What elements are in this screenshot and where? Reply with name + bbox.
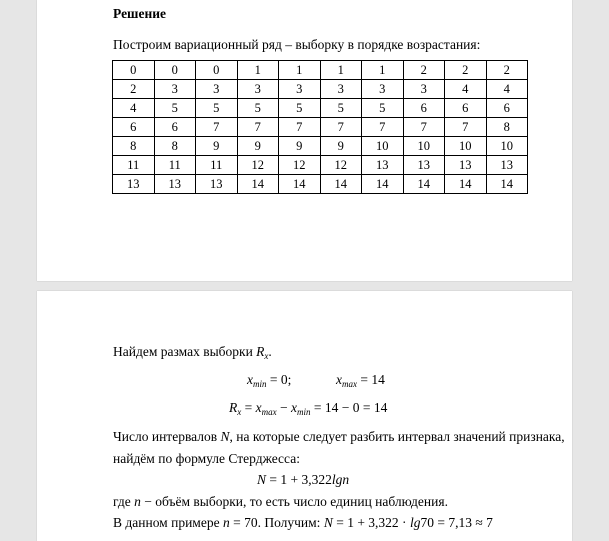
example-line: В данном примере n = 70. Получим: N = 1 + 3,322 · lg70 = 7,13 ≈ 7	[113, 515, 493, 530]
table-cell: 11	[196, 156, 238, 175]
table-row	[113, 80, 528, 99]
table-cell: 6	[445, 99, 487, 118]
variation-series-table	[112, 60, 528, 194]
table-row	[113, 61, 528, 80]
table-cell: 5	[320, 99, 362, 118]
table-cell: 3	[320, 80, 362, 99]
table-cell: 14	[320, 175, 362, 194]
table-cell: 7	[362, 118, 404, 137]
table-cell: 5	[154, 99, 196, 118]
table-cell: 3	[237, 80, 279, 99]
table-cell: 12	[320, 156, 362, 175]
table-cell: 1	[320, 61, 362, 80]
table-cell: 5	[196, 99, 238, 118]
table-cell: 10	[403, 137, 445, 156]
xmin-value: = 0;	[269, 372, 292, 387]
table-cell: 3	[362, 80, 404, 99]
table-cell: 9	[196, 137, 238, 156]
table-cell: 10	[486, 137, 528, 156]
xmax-value: = 14	[360, 372, 385, 387]
table-row	[113, 175, 528, 194]
table-cell: 7	[445, 118, 487, 137]
table-cell: 9	[237, 137, 279, 156]
sturges-formula: N = 1 + 3,322lgn	[257, 472, 350, 487]
table-cell: 5	[279, 99, 321, 118]
table-cell: 7	[403, 118, 445, 137]
range-intro-end: .	[268, 344, 272, 359]
range-subscript: x	[264, 351, 269, 361]
table-cell: 6	[113, 118, 155, 137]
table-cell: 13	[403, 156, 445, 175]
table-cell: 13	[154, 175, 196, 194]
table-cell: 4	[445, 80, 487, 99]
table-cell: 12	[279, 156, 321, 175]
table-cell: 2	[113, 80, 155, 99]
table-cell: 6	[154, 118, 196, 137]
table-cell: 1	[362, 61, 404, 80]
table-cell: 13	[362, 156, 404, 175]
intervals-line-2: найдём по формуле Стерджесса:	[113, 451, 300, 466]
table-cell: 11	[154, 156, 196, 175]
document-page-1	[37, 0, 572, 281]
intro-text: Построим вариационный ряд – выборку в порядке возрастания:	[113, 37, 481, 52]
table-cell: 1	[279, 61, 321, 80]
section-heading: Решение	[113, 6, 166, 21]
table-cell: 14	[237, 175, 279, 194]
table-cell: 6	[486, 99, 528, 118]
table-cell: 13	[486, 156, 528, 175]
table-cell: 0	[154, 61, 196, 80]
table-cell: 8	[486, 118, 528, 137]
table-row	[113, 118, 528, 137]
xmin-formula: $x_{min} = 0$;	[247, 372, 292, 389]
rx-formula: $R_x = x_{max} - x_{min} = 14 - 0 = 14$	[229, 400, 388, 417]
document-page-2	[37, 291, 572, 541]
range-symbol: R	[256, 344, 265, 359]
table-cell: 9	[279, 137, 321, 156]
table-cell: 14	[403, 175, 445, 194]
table-cell: 3	[279, 80, 321, 99]
table-cell: 14	[486, 175, 528, 194]
xmax-formula: $x_{max} = 14$	[336, 372, 385, 389]
table-row	[113, 156, 528, 175]
table-cell: 11	[113, 156, 155, 175]
table-cell: 8	[113, 137, 155, 156]
table-cell: 5	[362, 99, 404, 118]
table-cell: 7	[320, 118, 362, 137]
table-cell: 10	[445, 137, 487, 156]
table-cell: 7	[196, 118, 238, 137]
table-cell: 13	[196, 175, 238, 194]
table-cell: 2	[403, 61, 445, 80]
table-cell: 0	[196, 61, 238, 80]
range-intro-text: Найдем размах выборки	[113, 344, 257, 359]
table-cell: 13	[445, 156, 487, 175]
table-row	[113, 137, 528, 156]
table-cell: 3	[196, 80, 238, 99]
table-cell: 5	[237, 99, 279, 118]
table-cell: 2	[486, 61, 528, 80]
table-cell: 6	[403, 99, 445, 118]
table-cell: 13	[113, 175, 155, 194]
table-row	[113, 99, 528, 118]
rx-value: = 14 − 0 = 14	[313, 400, 388, 415]
table-cell: 3	[403, 80, 445, 99]
table-cell: 4	[486, 80, 528, 99]
table-cell: 14	[445, 175, 487, 194]
table-cell: 4	[113, 99, 155, 118]
table-cell: 12	[237, 156, 279, 175]
table-cell: 3	[154, 80, 196, 99]
table-cell: 7	[279, 118, 321, 137]
table-cell: 10	[362, 137, 404, 156]
table-cell: 8	[154, 137, 196, 156]
intervals-line-1: Число интервалов N, на которые следует разбить интервал значений признака,	[113, 429, 565, 444]
table-cell: 7	[237, 118, 279, 137]
table-cell: 0	[113, 61, 155, 80]
table-cell: 2	[445, 61, 487, 80]
table-cell: 1	[237, 61, 279, 80]
range-intro-line	[113, 344, 272, 361]
where-line: где n − объём выборки, то есть число единиц наблюдения.	[113, 494, 448, 509]
table-cell: 9	[320, 137, 362, 156]
table-cell: 14	[362, 175, 404, 194]
table-cell: 14	[279, 175, 321, 194]
